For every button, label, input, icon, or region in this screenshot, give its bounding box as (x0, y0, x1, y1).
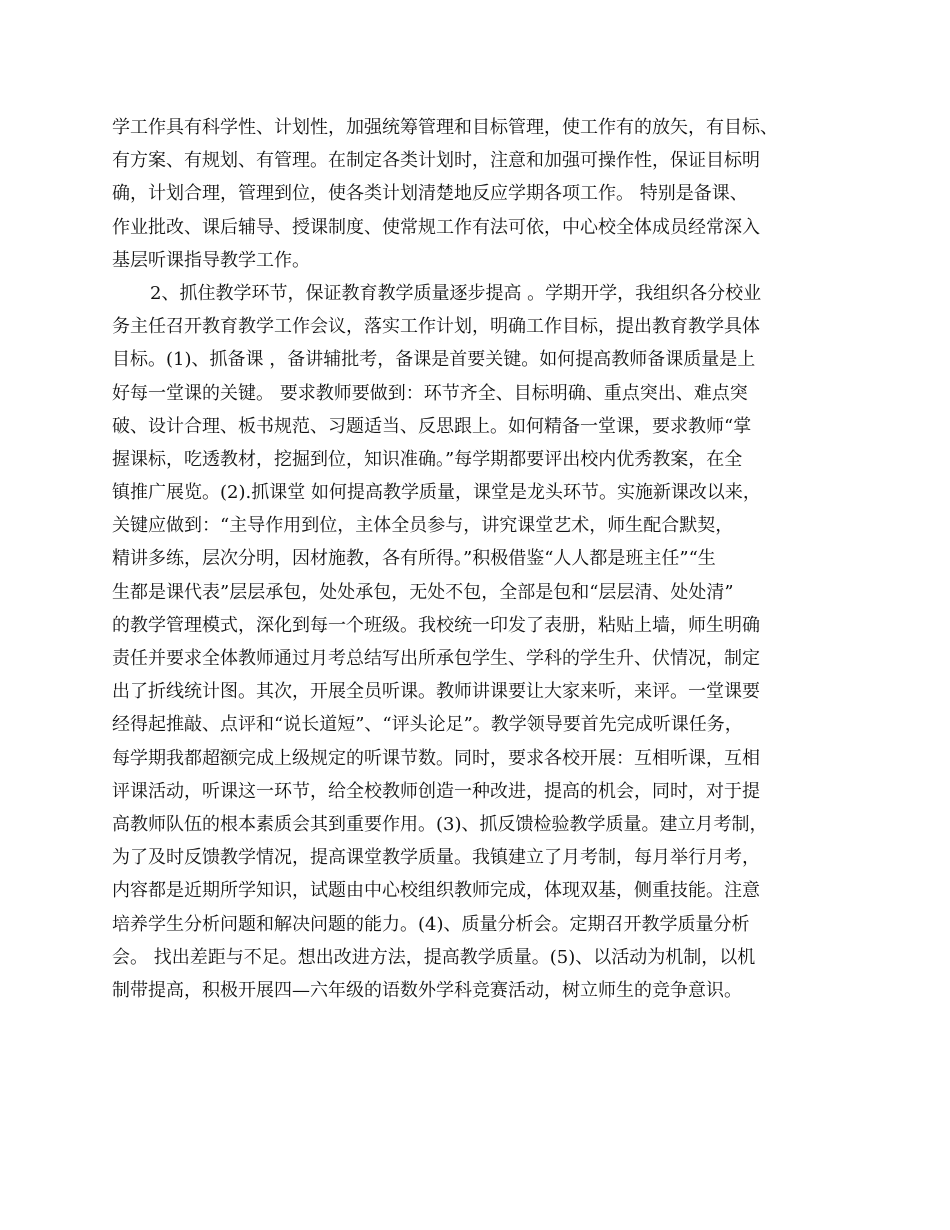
text-line: 基层听课指导教学工作。 (112, 249, 310, 271)
text-line: 目标。(1)、抓备课 ，备讲辅批考，备课是首要关键。如何提高教师备课质量是上 (112, 349, 756, 371)
text-line: 出了折线统计图。其次，开展全员听课。教师讲课要让大家来听，来评。一堂课要 (112, 681, 760, 703)
text-line: 好每一堂课的关键。 要求教师要做到：环节齐全、目标明确、重点突出、难点突 (112, 382, 748, 404)
document-body (112, 111, 832, 1007)
text-line: 为了及时反馈教学情况，提高课堂教学质量。我镇建立了月考制，每月举行月考， (112, 847, 760, 869)
text-line: 有方案、有规划、有管理。在制定各类计划时，注意和加强可操作性，保证目标明 (112, 150, 760, 172)
text-line: 学工作具有科学性、计划性，加强统筹管理和目标管理，使工作有的放矢，有目标、 (112, 117, 778, 138)
text-line: 握课标，吃透教材，挖掘到位，知识准确。”每学期都要评出校内优秀教案，在全 (112, 448, 743, 470)
text-line: 生都是课代表”层层承包，处处承包，无处不包，全部是包和“层层清、处处清” (112, 581, 734, 603)
paragraph-1 (112, 111, 832, 277)
text-line: 精讲多练，层次分明，因材施教，各有所得。”积极借鉴“人人都是班主任”“生 (112, 548, 716, 570)
text-line: 制带提高，积极开展四—六年级的语数外学科竞赛活动，树立师生的竞争意识。 (112, 979, 742, 1001)
text-line: 高教师队伍的根本素质会其到重要作用。(3)、抓反馈检验教学质量。建立月考制， (112, 813, 768, 835)
text-line: 2、抓住教学环节，保证教育教学质量逐步提高 。学期开学，我组织各分校业 (150, 282, 762, 304)
text-line: 评课活动，听课这一环节，给全校教师创造一种改进，提高的机会，同时，对于提 (112, 780, 760, 802)
text-line: 每学期我都超额完成上级规定的听课节数。同时，要求各校开展：互相听课，互相 (112, 747, 760, 769)
text-line: 的教学管理模式，深化到每一个班级。我校统一印发了表册，粘贴上墙，师生明确 (112, 614, 760, 636)
text-line: 务主任召开教育教学工作会议，落实工作计划，明确工作目标，提出教育教学具体 (112, 316, 760, 338)
text-line: 镇推广展览。(2).抓课堂 如何提高教学质量，课堂是龙头环节。实施新课改以来， (112, 482, 761, 504)
text-line: 培养学生分析问题和解决问题的能力。(4)、质量分析会。定期召开教学质量分析 (112, 913, 750, 935)
text-line: 作业批改、课后辅导、授课制度、使常规工作有法可依，中心校全体成员经常深入 (112, 216, 760, 238)
paragraph-2 (112, 277, 832, 1007)
text-line: 会。 找出差距与不足。想出改进方法，提高教学质量。(5)、以活动为机制，以机 (112, 946, 756, 968)
text-line: 关键应做到：“主导作用到位，主体全员参与，讲究课堂艺术，师生配合默契， (112, 515, 734, 537)
text-line: 破、设计合理、板书规范、习题适当、反思跟上。如何精备一堂课，要求教师“掌 (112, 415, 752, 437)
text-line: 经得起推敲、点评和“说长道短”、“评头论足”。教学领导要首先完成听课任务， (112, 714, 743, 736)
text-line: 确，计划合理，管理到位，使各类计划清楚地反应学期各项工作。 特别是备课、 (112, 183, 748, 205)
text-line: 责任并要求全体教师通过月考总结写出所承包学生、学科的学生升、伏情况，制定 (112, 648, 760, 669)
text-line: 内容都是近期所学知识，试题由中心校组织教师完成，体现双基，侧重技能。注意 (112, 880, 760, 902)
